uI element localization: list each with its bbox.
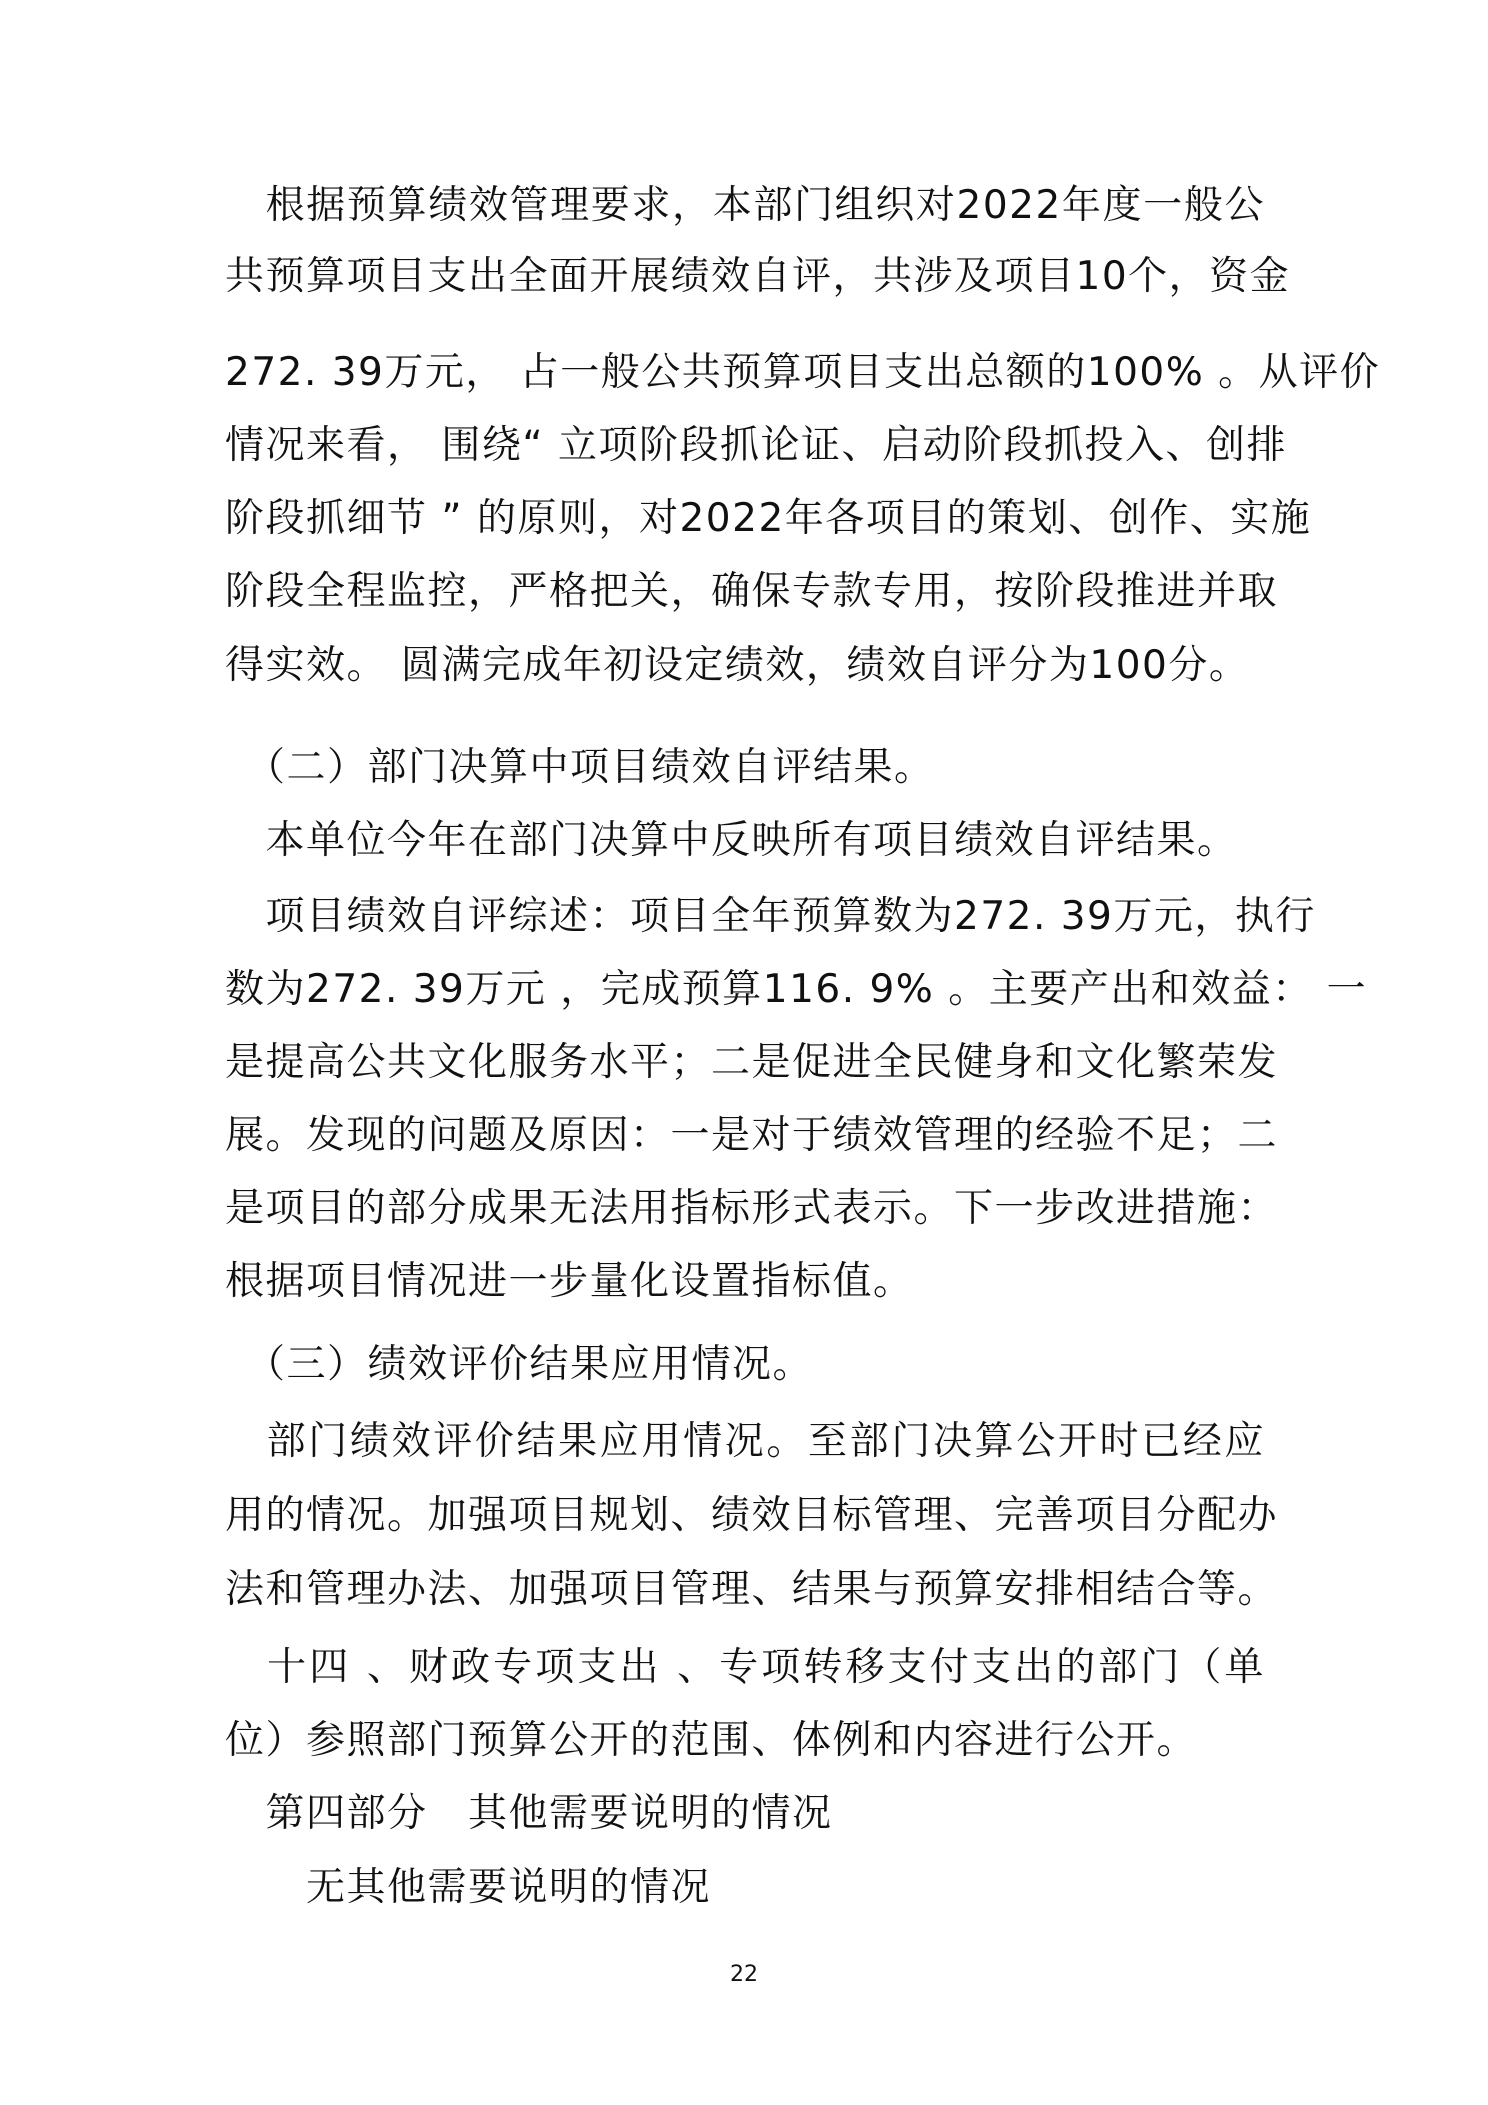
text-line: 是项目的部分成果无法用指标形式表示。下一步改进措施： [225, 1186, 1279, 1231]
text-line: 无其他需要说明的情况 [225, 1865, 712, 1910]
text-line: 根据预算绩效管理要求，本部门组织对2022年度一般公 [225, 183, 1265, 228]
text-line: 数为272. 39万元 ，完成预算116. 9% 。主要产出和效益： 一 [225, 967, 1368, 1012]
text-line: 位）参照部门预算公开的范围、体例和内容进行公开。 [225, 1718, 1198, 1763]
text-line: 展。发现的问题及原因：一是对于绩效管理的经验不足；二 [225, 1113, 1279, 1158]
text-line: 十四 、财政专项支出 、专项转移支付支出的部门（单 [225, 1645, 1265, 1690]
section-heading: （三）绩效评价结果应用情况。 [225, 1342, 814, 1387]
text-line: 部门绩效评价结果应用情况。至部门决算公开时已经应 [225, 1419, 1265, 1464]
text-line: 用的情况。加强项目规划、绩效目标管理、完善项目分配办 [225, 1493, 1279, 1538]
text-line: 得实效。 圆满完成年初设定绩效，绩效自评分为100分。 [225, 643, 1250, 688]
text-line: 本单位今年在部门决算中反映所有项目绩效自评结果。 [225, 818, 1238, 863]
text-line: 是提高公共文化服务水平；二是促进全民健身和文化繁荣发 [225, 1040, 1279, 1085]
page-number: 22 [730, 1962, 758, 1987]
text-line: 272. 39万元， 占一般公共预算项目支出总额的100% 。从评价 [225, 350, 1381, 395]
text-line: 阶段抓细节 ” 的原则，对2022年各项目的策划、创作、实施 [225, 496, 1312, 541]
text-line: 项目绩效自评综述：项目全年预算数为272. 39万元，执行 [225, 894, 1316, 939]
section-heading: （二）部门决算中项目绩效自评结果。 [225, 745, 935, 790]
text-line: 共预算项目支出全面开展绩效自评，共涉及项目10个，资金 [225, 254, 1291, 299]
text-line: 法和管理办法、加强项目管理、结果与预算安排相结合等。 [225, 1567, 1279, 1612]
text-line: 情况来看， 围绕“ 立项阶段抓论证、启动阶段抓投入、创排 [225, 423, 1287, 468]
text-line: 根据项目情况进一步量化设置指标值。 [225, 1259, 914, 1304]
text-line: 阶段全程监控，严格把关，确保专款专用，按阶段推进并取 [225, 569, 1279, 614]
section-heading: 第四部分 其他需要说明的情况 [225, 1791, 833, 1836]
